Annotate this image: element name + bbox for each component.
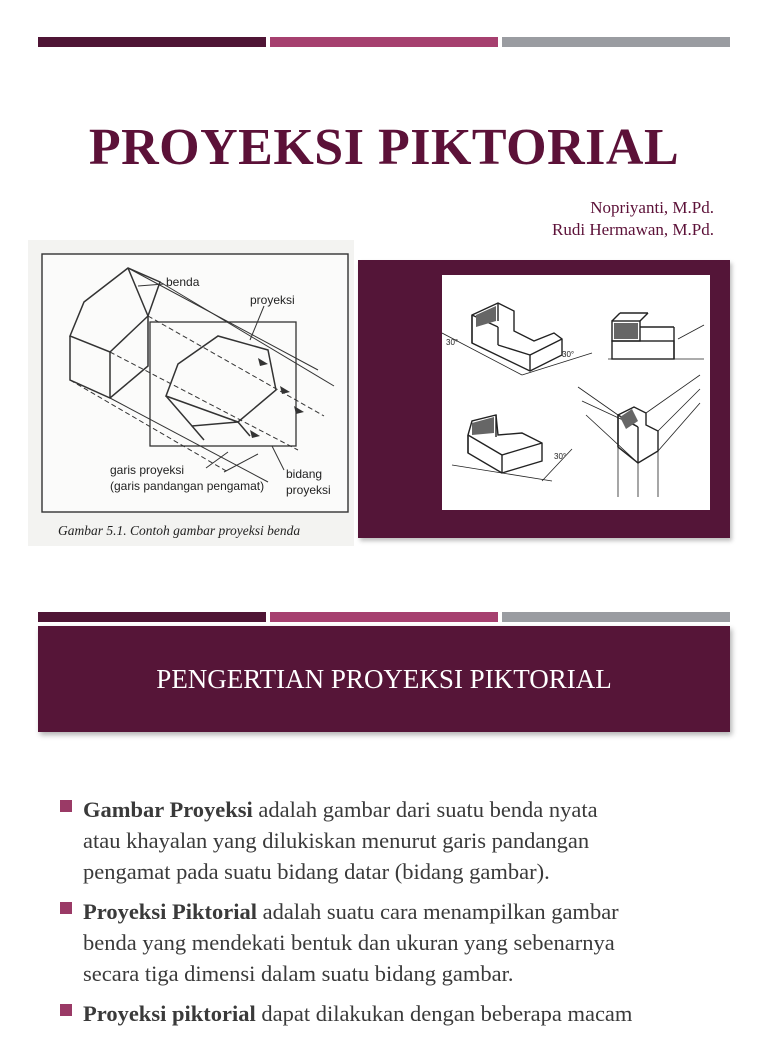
label-proyeksi: proyeksi [250, 293, 295, 307]
bullet-list [58, 794, 738, 1038]
bullet-text: adalah suatu cara menampilkan gambar [256, 899, 619, 924]
label-benda: benda [166, 275, 200, 289]
pictorial-drawings [442, 275, 710, 510]
author-name: Nopriyanti, M.Pd. [590, 198, 714, 217]
bullet-text: secara tiga dimensi dalam suatu bidang gambar. [83, 961, 514, 986]
accent-stripe-pink [270, 37, 498, 47]
bullet-term: Proyeksi piktorial [83, 1001, 256, 1026]
list-item [58, 896, 738, 989]
bullet-square-icon [60, 902, 72, 914]
bullet-text: pengamat pada suatu bidang datar (bidang gambar). [83, 859, 550, 884]
angle-label: 30° [562, 350, 575, 359]
bullet-text: benda yang mendekati bentuk dan ukuran yang sebenarnya [83, 930, 615, 955]
list-item [58, 998, 738, 1029]
slide-title: PROYEKSI PIKTORIAL [88, 119, 680, 176]
label-bidang-proyeksi: proyeksi [286, 483, 331, 497]
label-garis-proyeksi: garis proyeksi [110, 463, 185, 477]
section-header-title: PENGERTIAN PROYEKSI PIKTORIAL [156, 664, 612, 694]
bullet-text: dapat dilakukan dengan beberapa macam [255, 1001, 633, 1026]
author-name: Rudi Hermawan, M.Pd. [552, 220, 714, 239]
bullet-term: Gambar Proyeksi [83, 797, 253, 822]
section-header [38, 626, 730, 732]
label-bidang: bidang [286, 467, 323, 481]
angle-label: 30° [446, 338, 459, 347]
accent-stripe-pink [270, 612, 498, 622]
bullet-text: adalah gambar dari suatu benda nyata [252, 797, 598, 822]
pictorial-examples-image [442, 275, 710, 510]
accent-stripe-dark [38, 37, 266, 47]
bullet-square-icon [60, 1004, 72, 1016]
bullet-square-icon [60, 800, 72, 812]
accent-stripe-dark [38, 612, 266, 622]
bullet-term: Proyeksi Piktorial [83, 899, 257, 924]
bullet-text: atau khayalan yang dilukiskan menurut garis pandangan [83, 828, 590, 853]
projection-drawing [28, 240, 354, 546]
angle-label: 30° [554, 452, 567, 461]
accent-stripe-grey [502, 612, 730, 622]
projection-figure [28, 240, 354, 546]
list-item [58, 794, 738, 887]
figure-caption: Gambar 5.1. Contoh gambar proyeksi benda [58, 523, 301, 538]
label-garis-pandangan: (garis pandangan pengamat) [110, 479, 265, 493]
pictorial-examples-panel [358, 260, 730, 538]
accent-stripe-grey [502, 37, 730, 47]
